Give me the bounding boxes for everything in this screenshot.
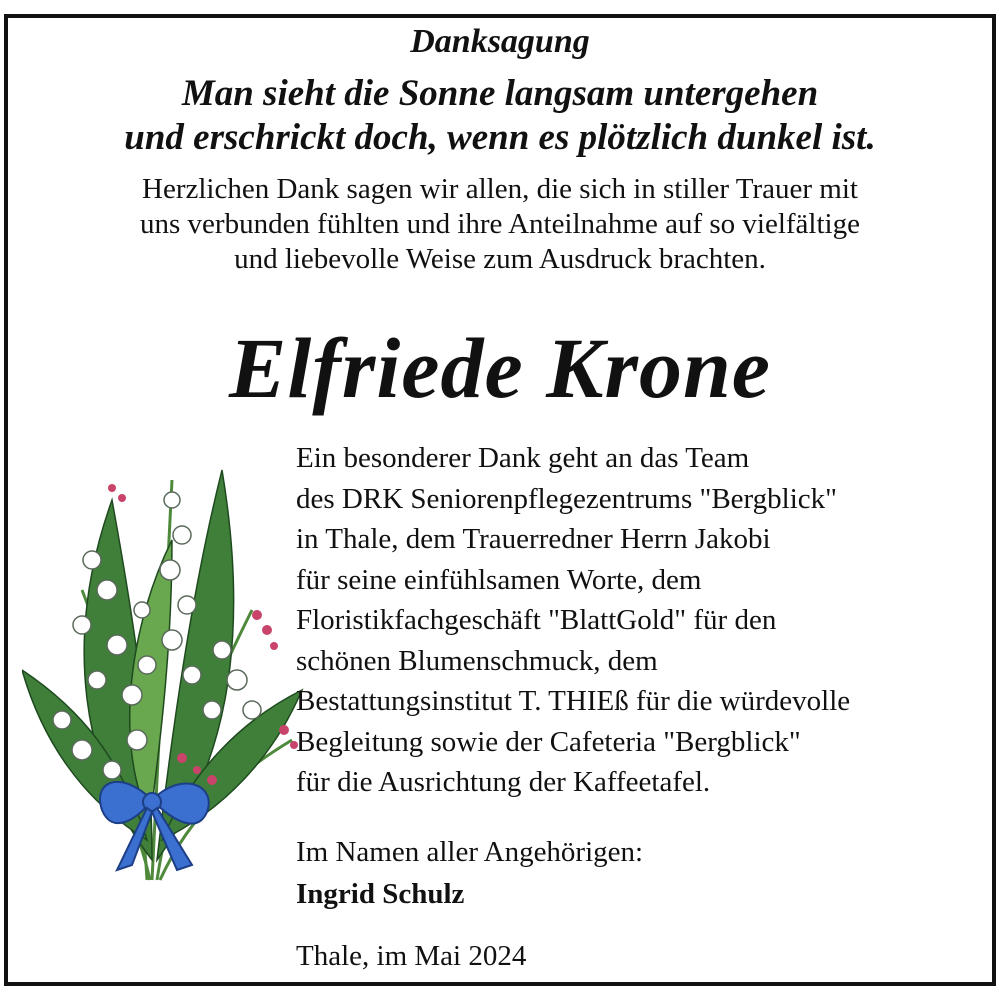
special-thanks-line: schönen Blumenschmuck, dem	[296, 644, 658, 677]
closing-line: Im Namen aller Angehörigen:	[296, 836, 644, 868]
thanks-line-2: uns verbunden fühlten und ihre Anteilnahme auf so vielfältige	[140, 208, 860, 240]
special-thanks-line: Bestattungsinstitut T. THIEß für die würdevolle	[296, 685, 851, 717]
place-and-date: Thale, im Mai 2024	[296, 940, 527, 972]
special-thanks-line: Ein besonderer Dank geht an das Team	[296, 442, 750, 474]
signer-name: Ingrid Schulz	[296, 878, 465, 910]
thanks-line-1: Herzlichen Dank sagen wir allen, die sich in stiller Trauer mit	[142, 173, 858, 205]
motto	[0, 72, 1000, 160]
special-thanks-line: Floristikfachgeschäft "BlattGold" für den	[296, 604, 777, 636]
special-thanks-line: für seine einfühlsamen Worte, dem	[296, 563, 702, 596]
motto-line-2: und erschrickt doch, wenn es plötzlich dunkel ist.	[124, 117, 876, 158]
motto-line-1: Man sieht die Sonne langsam untergehen	[181, 73, 819, 114]
special-thanks-line: Begleitung sowie der Cafeteria "Bergblick"	[296, 725, 801, 758]
special-thanks-line: in Thale, dem Trauerredner Herrn Jakobi	[296, 523, 771, 555]
thanks-line-3: und liebevolle Weise zum Ausdruck brachten.	[234, 243, 766, 275]
notice-heading: Danksagung	[410, 23, 590, 60]
deceased-name: Elfriede Krone	[229, 320, 771, 416]
special-thanks	[296, 438, 986, 803]
general-thanks	[0, 172, 1000, 277]
special-thanks-line: des DRK Seniorenpflegezentrums "Bergblick"	[296, 482, 837, 515]
special-thanks-line: für die Ausrichtung der Kaffeetafel.	[296, 766, 711, 798]
lily-of-the-valley-bouquet-icon	[22, 440, 312, 900]
